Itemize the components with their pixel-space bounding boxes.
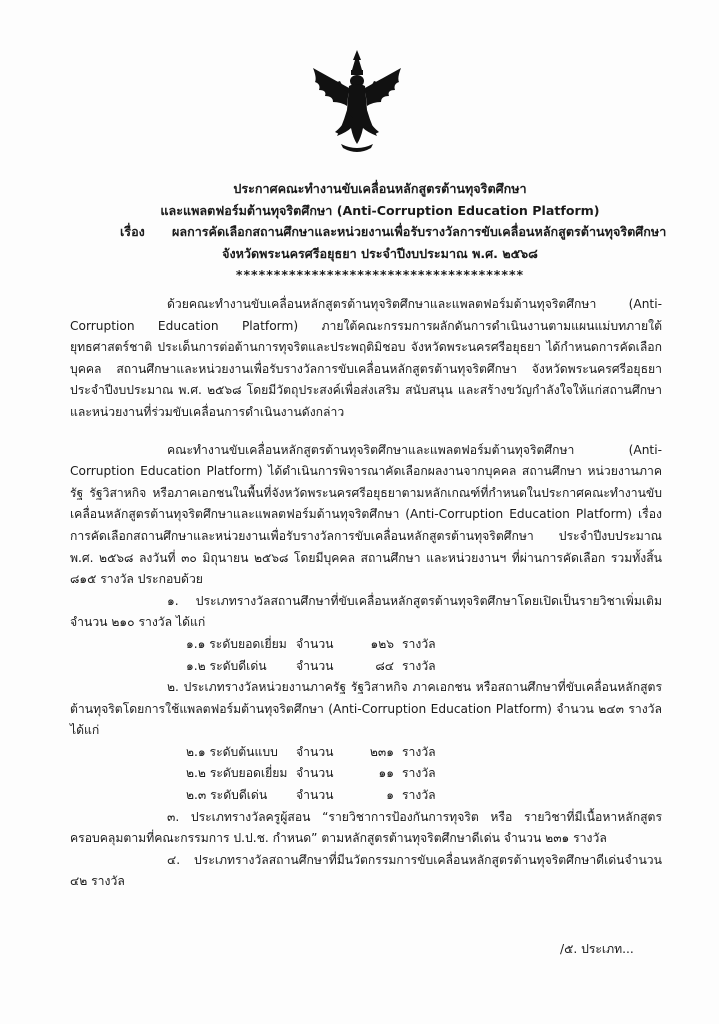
sub-unit: รางวัล [402,636,436,651]
sub-level: ๑.๒ ระดับดีเด่น [186,658,267,673]
document-body [70,294,662,893]
header-title-line1: ประกาศคณะทำงานขับเคลื่อนหลักสูตรต้านทุจริตศึกษา [233,181,527,196]
sub-level: ๑.๑ ระดับยอดเยี่ยม [186,636,287,651]
sub-item-2-1 [70,742,662,764]
sub-count: ๘๔ [375,658,394,673]
sub-label: จำนวน [296,636,334,651]
sub-item-2-3 [70,785,662,807]
sub-item-1-2 [70,656,662,678]
sub-item-1-1 [70,634,662,656]
paragraph-1: ด้วยคณะทำงานขับเคลื่อนหลักสูตรต้านทุจริตศึกษาและแพลตฟอร์มต้านทุจริตศึกษา (Anti-Corruption Education Platform) ภายใต้คณะกรรมการผลักดันการดำเนินงานตามแผนแม่บทภายใต้ยุทธศาสตร์ชาติ ประเด็นการต่อต้านการทุจริตและประพฤติมิชอบ จังหวัดพระนครศรีอยุธยา ได้กำหนดการคัดเลือกบุคคล สถานศึกษาและหน่วยงานเพื่อรับรางวัลการขับเคลื่อนหลักสูตรต้านทุจริตศึกษา จังหวัดพระนครศรีอยุธยา ประจำปีงบประมาณ พ.ศ. ๒๕๖๘ โดยมีวัตถุประสงค์เพื่อส่งเสริม สนับสนุน และสร้างขวัญกำลังใจให้แก่สถานศึกษาและหน่วยงานที่ร่วมขับเคลื่อนการดำเนินงานดังกล่าว [70,297,662,419]
sub-unit: รางวัล [402,766,436,781]
sub-unit: รางวัล [402,744,436,759]
list-item-4: ๔. ประเภทรางวัลสถานศึกษาที่มีนวัตกรรมการขับเคลื่อนหลักสูตรต้านทุจริตศึกษาดีเด่นจำนวน ๔๒ รางวัล [70,852,662,889]
sub-unit: รางวัล [402,788,436,803]
paragraph-2: คณะทำงานขับเคลื่อนหลักสูตรต้านทุจริตศึกษาและแพลตฟอร์มต้านทุจริตศึกษา (Anti-Corruption Education Platform) ได้ดำเนินการพิจารณาคัดเลือกผลงานจากบุคคล สถานศึกษา หน่วยงานภาครัฐ รัฐวิสาหกิจ หรือภาคเอกชนในพื้นที่จังหวัดพระนครศรีอยุธยาตามหลักเกณฑ์ที่กำหนดในประกาศคณะทำงานขับเคลื่อนหลักสูตรต้านทุจริตศึกษาและแพลตฟอร์มต้านทุจริตศึกษา (Anti-Corruption Education Platform) เรื่อง การคัดเลือกสถานศึกษาและหน่วยงานเพื่อรับรางวัลการขับเคลื่อนหลักสูตรต้านทุจริตศึกษา ประจำปีงบประมาณ พ.ศ. ๒๕๖๘ ลงวันที่ ๓๐ มิถุนายน ๒๕๖๘ โดยมีบุคคล สถานศึกษา และหน่วยงานฯ ที่ผ่านการคัดเลือก รวมทั้งสิ้น ๘๑๕ รางวัล ประกอบด้วย [70,442,662,587]
sub-label: จำนวน [296,744,334,759]
sub-unit: รางวัล [402,658,436,673]
header-separator: ************************************** [235,267,525,282]
subject-label: เรื่อง [120,224,145,239]
garuda-emblem-icon [307,48,407,160]
sub-count: ๑ [386,788,394,803]
announcement-header [60,178,700,286]
sub-count: ๒๓๑ [369,744,394,759]
header-title-line2: และแพลตฟอร์มต้านทุจริตศึกษา (Anti-Corruption Education Platform) [160,202,600,218]
sub-item-2-2 [70,763,662,785]
list-item-3: ๓. ประเภทรางวัลครูผู้สอน “รายวิชาการป้องกันการทุจริต หรือ รายวิชาที่มีเนื้อหาหลักสูตรครอบคลุมตามที่คณะกรรมการ ป.ป.ช. กำหนด” ตามหลักสูตรต้านทุจริตศึกษาดีเด่น จำนวน ๒๓๑ รางวัล [70,809,662,846]
sub-level: ๒.๒ ระดับยอดเยี่ยม [186,766,288,781]
subject-text: ผลการคัดเลือกสถานศึกษาและหน่วยงานเพื่อรับรางวัลการขับเคลื่อนหลักสูตรต้านทุจริตศึกษา [172,224,667,239]
list-item-2: ๒. ประเภทรางวัลหน่วยงานภาครัฐ รัฐวิสาหกิจ ภาคเอกชน หรือสถานศึกษาที่ขับเคลื่อนหลักสูตรต้านทุจริตโดยการใช้แพลตฟอร์มต้านทุจริตศึกษา (Anti-Corruption Education Platform) จำนวน ๒๔๓ รางวัล ได้แก่ [70,680,662,738]
list-item-1: ๑. ประเภทรางวัลสถานศึกษาที่ขับเคลื่อนหลักสูตรต้านทุจริตศึกษาโดยเปิดเป็นรายวิชาเพิ่มเติมจำนวน ๒๑๐ รางวัล ได้แก่ [70,593,662,630]
sub-label: จำนวน [296,658,334,673]
header-title-line4: จังหวัดพระนครศรีอยุธยา ประจำปีงบประมาณ พ.ศ. ๒๕๖๘ [222,245,538,261]
sub-label: จำนวน [296,766,334,781]
sub-label: จำนวน [296,788,334,803]
sub-count: ๑๒๖ [370,636,394,651]
sub-level: ๒.๓ ระดับดีเด่น [186,788,268,803]
sub-count: ๑๑ [378,766,394,781]
header-subject [60,221,700,243]
sub-level: ๒.๑ ระดับต้นแบบ [186,744,278,759]
continuation-note: /๕. ประเภท... [560,942,634,956]
